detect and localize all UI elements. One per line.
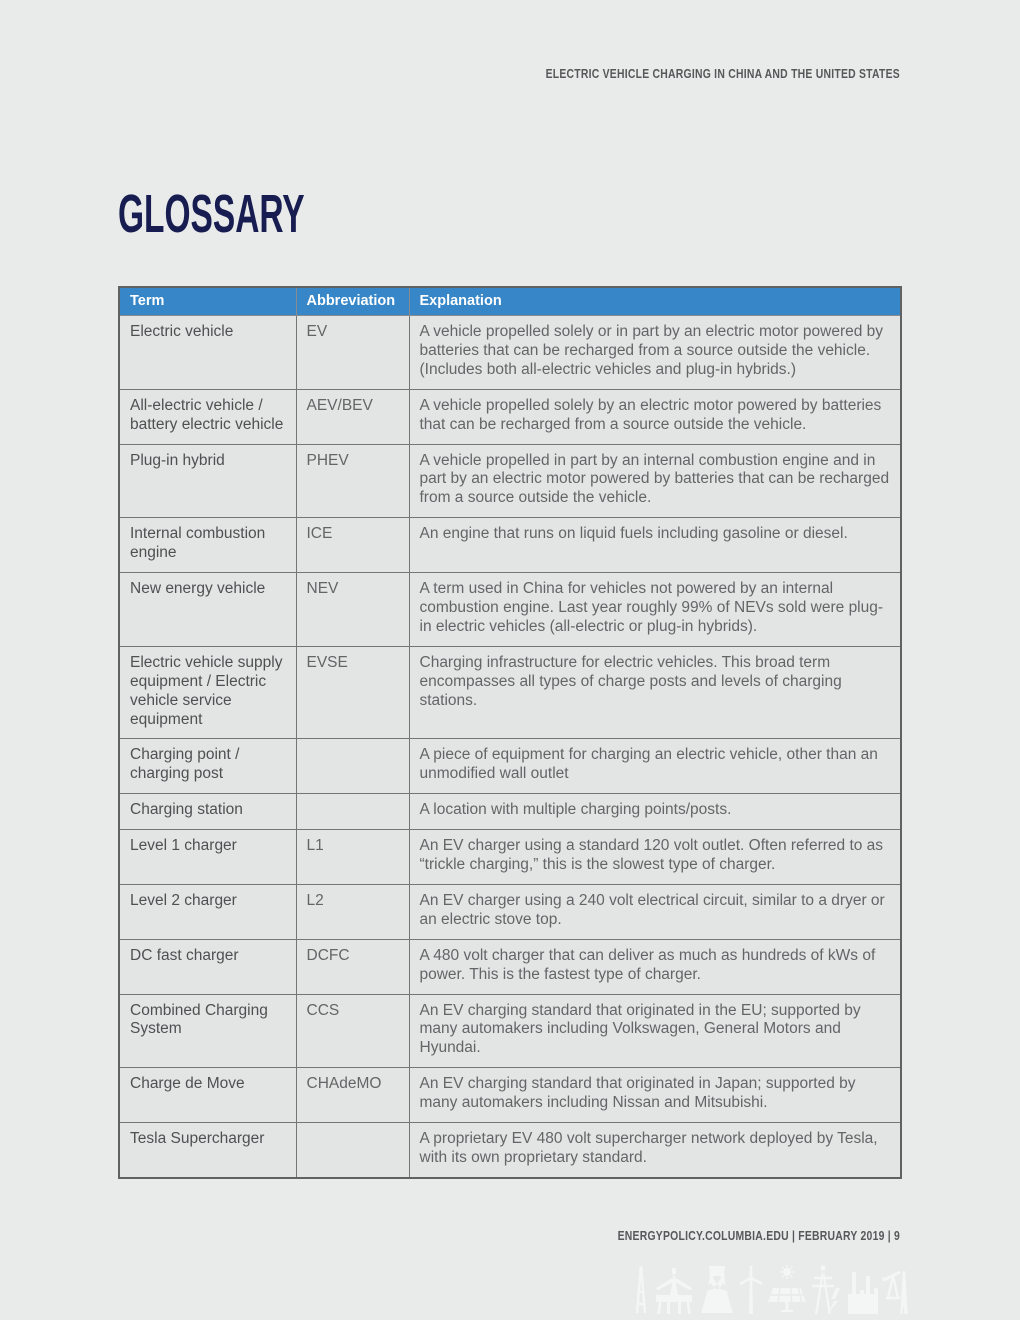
term-cell: Level 1 charger xyxy=(119,830,296,885)
explanation-cell: A vehicle propelled in part by an internal combustion engine and in part by an electric motor powered by batteries that can be recharged from a source outside the vehicle. xyxy=(409,444,901,518)
page-title: GLOSSARY xyxy=(118,184,305,244)
table-row xyxy=(119,646,901,739)
wind-turbine-icon xyxy=(738,1264,764,1314)
table-row xyxy=(119,389,901,444)
explanation-cell: A vehicle propelled solely by an electric motor powered by batteries that can be recharged from a source outside the vehicle. xyxy=(409,389,901,444)
term-cell: Charging station xyxy=(119,794,296,830)
explanation-cell: A location with multiple charging points/posts. xyxy=(409,794,901,830)
explanation-cell: An EV charging standard that originated in the EU; supported by many automakers including Volkswagen, General Motors and Hyundai. xyxy=(409,994,901,1068)
term-cell: Charge de Move xyxy=(119,1068,296,1123)
abbr-cell: EV xyxy=(296,316,409,390)
term-cell: Electric vehicle xyxy=(119,316,296,390)
term-cell: Electric vehicle supply equipment / Electric vehicle service equipment xyxy=(119,646,296,739)
document-header-title: ELECTRIC VEHICLE CHARGING IN CHINA AND THE UNITED STATES xyxy=(545,66,900,81)
table-row xyxy=(119,884,901,939)
column-header-abbreviation: Abbreviation xyxy=(296,287,409,316)
term-cell: Level 2 charger xyxy=(119,884,296,939)
explanation-cell: An engine that runs on liquid fuels including gasoline or diesel. xyxy=(409,518,901,573)
term-cell: Charging point / charging post xyxy=(119,739,296,794)
table-row xyxy=(119,794,901,830)
solar-panel-icon xyxy=(768,1288,806,1312)
glossary-table-body xyxy=(119,316,901,1178)
page-footer: ENERGYPOLICY.COLUMBIA.EDU | FEBRUARY 2019 | 9 xyxy=(617,1228,900,1243)
glossary-table-header xyxy=(119,287,901,316)
oil-platform-icon xyxy=(652,1264,696,1314)
power-plant-icon xyxy=(843,1264,879,1314)
explanation-cell: A term used in China for vehicles not powered by an internal combustion engine. Last year roughly 99% of NEVs sold were plug-in electric vehicles (all-electric or plug-in hybrids). xyxy=(409,573,901,647)
explanation-cell: An EV charger using a standard 120 volt outlet. Often referred to as “trickle charging,” this is the slowest type of charger. xyxy=(409,830,901,885)
abbr-cell: CHAdeMO xyxy=(296,1068,409,1123)
solar-group-icon xyxy=(767,1264,807,1314)
abbr-cell xyxy=(296,1123,409,1178)
abbr-cell: L1 xyxy=(296,830,409,885)
term-cell: Tesla Supercharger xyxy=(119,1123,296,1178)
nuclear-cooling-tower-icon xyxy=(699,1264,735,1314)
power-pylon-icon xyxy=(810,1264,840,1314)
abbr-cell xyxy=(296,794,409,830)
abbr-cell: EVSE xyxy=(296,646,409,739)
table-row xyxy=(119,939,901,994)
transmission-tower-icon xyxy=(633,1264,649,1314)
explanation-cell: A piece of equipment for charging an electric vehicle, other than an unmodified wall outlet xyxy=(409,739,901,794)
explanation-cell: Charging infrastructure for electric vehicles. This broad term encompasses all types of charge posts and levels of charging stations. xyxy=(409,646,901,739)
term-cell: Plug-in hybrid xyxy=(119,444,296,518)
explanation-cell: A 480 volt charger that can deliver as much as hundreds of kWs of power. This is the fastest type of charger. xyxy=(409,939,901,994)
abbr-cell: CCS xyxy=(296,994,409,1068)
term-cell: New energy vehicle xyxy=(119,573,296,647)
table-row xyxy=(119,1123,901,1178)
energy-icons-strip xyxy=(633,1262,908,1314)
explanation-cell: An EV charging standard that originated in Japan; supported by many automakers including Nissan and Mitsubishi. xyxy=(409,1068,901,1123)
glossary-table xyxy=(118,286,902,1179)
explanation-cell: A proprietary EV 480 volt supercharger network deployed by Tesla, with its own proprietary standard. xyxy=(409,1123,901,1178)
table-row xyxy=(119,316,901,390)
explanation-cell: A vehicle propelled solely or in part by an electric motor powered by batteries that can be recharged from a source outside the vehicle. (Includes both all-electric vehicles and plug-in hybrids.) xyxy=(409,316,901,390)
table-row xyxy=(119,1068,901,1123)
table-row xyxy=(119,573,901,647)
term-cell: DC fast charger xyxy=(119,939,296,994)
oil-pumpjack-icon xyxy=(882,1264,908,1314)
header-row xyxy=(119,287,901,316)
column-header-term: Term xyxy=(119,287,296,316)
abbr-cell: AEV/BEV xyxy=(296,389,409,444)
column-header-explanation: Explanation xyxy=(409,287,901,316)
abbr-cell: DCFC xyxy=(296,939,409,994)
abbr-cell: NEV xyxy=(296,573,409,647)
term-cell: All-electric vehicle / battery electric vehicle xyxy=(119,389,296,444)
term-cell: Internal combustion engine xyxy=(119,518,296,573)
table-row xyxy=(119,518,901,573)
term-cell: Combined Charging System xyxy=(119,994,296,1068)
table-row xyxy=(119,739,901,794)
sun-icon xyxy=(780,1265,794,1279)
table-row xyxy=(119,830,901,885)
table-row xyxy=(119,444,901,518)
abbr-cell: L2 xyxy=(296,884,409,939)
abbr-cell: PHEV xyxy=(296,444,409,518)
table-row xyxy=(119,994,901,1068)
abbr-cell: ICE xyxy=(296,518,409,573)
explanation-cell: An EV charger using a 240 volt electrical circuit, similar to a dryer or an electric stove top. xyxy=(409,884,901,939)
abbr-cell xyxy=(296,739,409,794)
